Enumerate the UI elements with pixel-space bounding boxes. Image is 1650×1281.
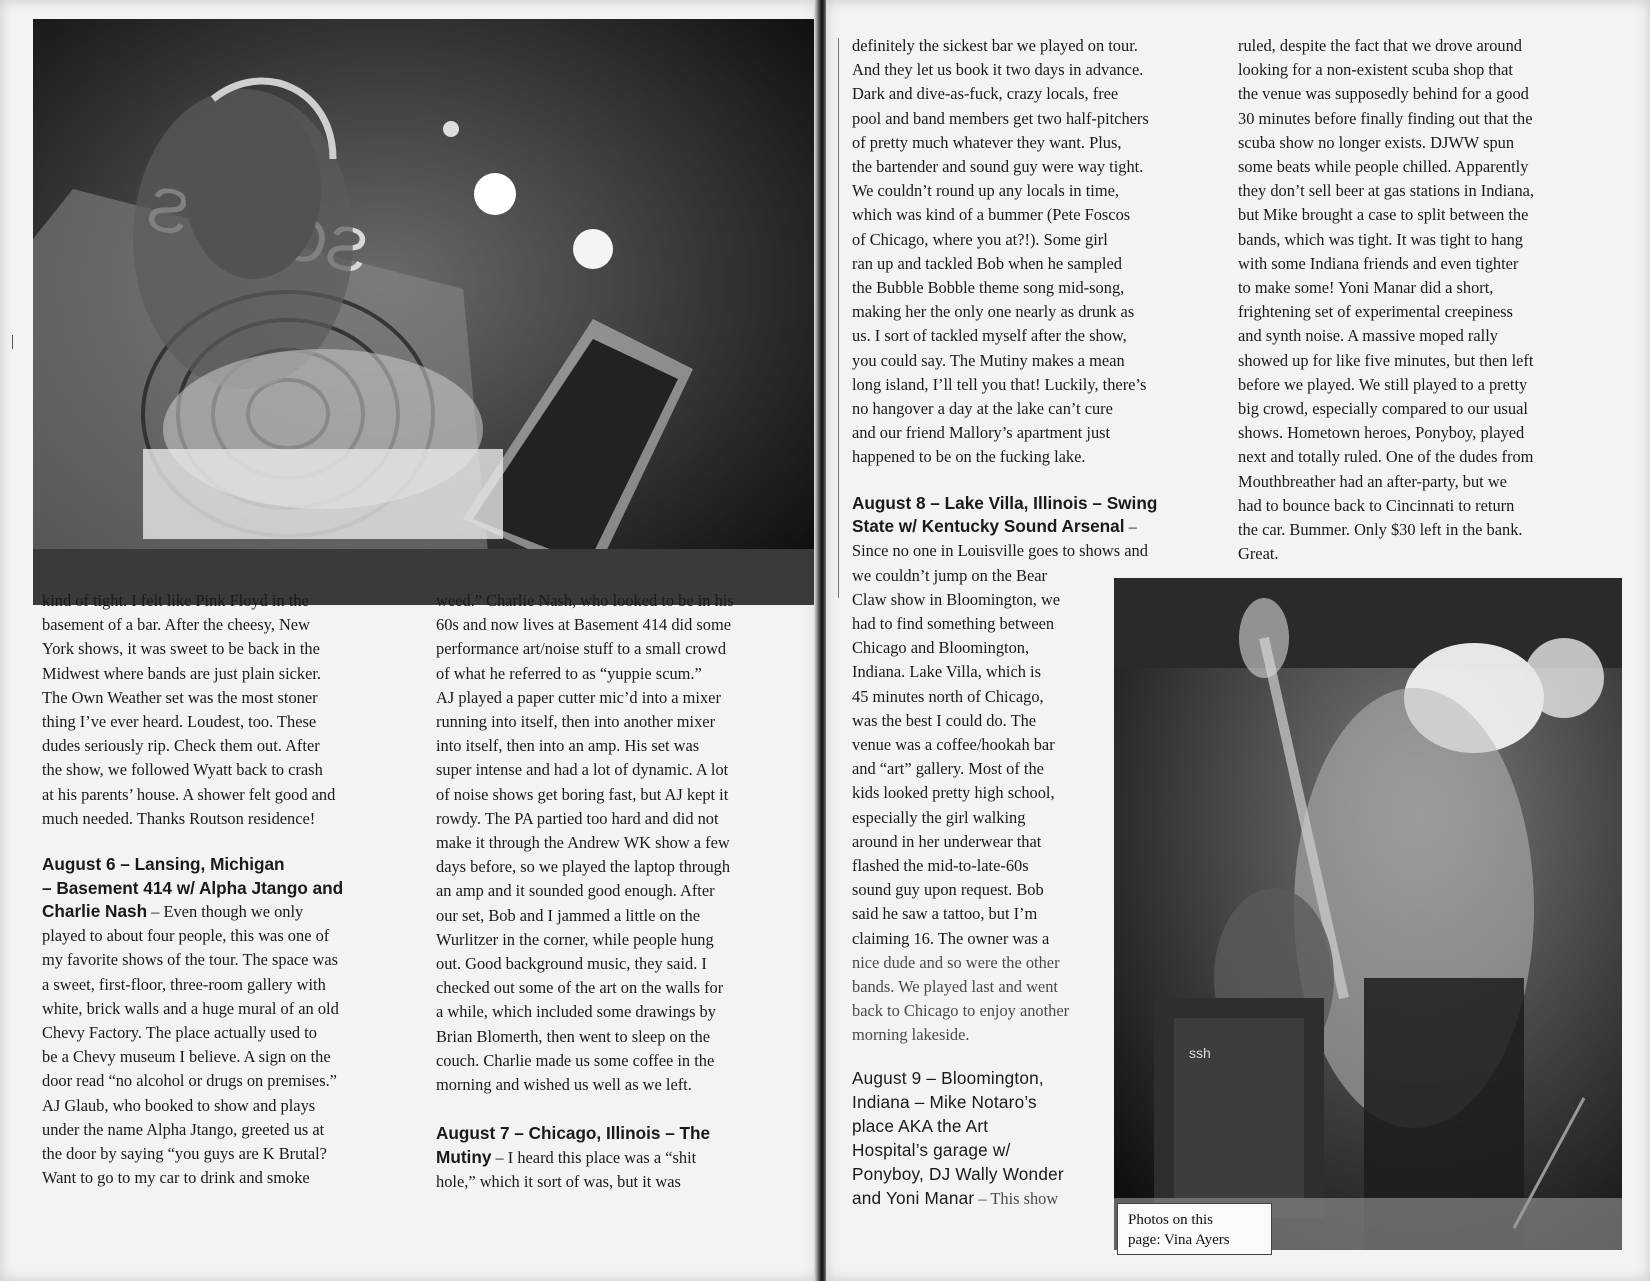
text-line: you could say. The Mutiny makes a mean bbox=[852, 350, 1125, 370]
text-line: under the name Alpha Jtango, greeted us at bbox=[42, 1119, 325, 1139]
text-line: AJ Glaub, who booked to show and plays bbox=[42, 1095, 316, 1115]
text-line: Great. bbox=[1238, 544, 1279, 564]
text-line: pool and band members get two half-pitchers bbox=[852, 108, 1149, 128]
text-line: ruled, despite the fact that we drove around bbox=[1238, 36, 1522, 55]
text-line: Mouthbreather had an after-party, but we bbox=[1238, 471, 1507, 491]
text-line: no hangover a day at the lake can’t cure bbox=[852, 399, 1113, 419]
text-line: played to about four people, this was one of bbox=[42, 926, 330, 946]
aug6-heading-tail: Charlie Nash bbox=[42, 901, 148, 922]
text-line: Since no one in Louisville goes to shows and bbox=[852, 541, 1148, 561]
text-line: shows. Hometown heroes, Ponyboy, played bbox=[1238, 423, 1525, 443]
band-performing-photo bbox=[1114, 578, 1622, 1250]
text-line: Brian Blomerth, then went to sleep on the bbox=[436, 1026, 711, 1046]
aug9-heading-tail: and Yoni Manar bbox=[852, 1187, 975, 1208]
text-line: making her the only one nearly as drunk as bbox=[852, 302, 1135, 322]
aug8-heading-tail: State w/ Kentucky Sound Arsenal bbox=[852, 516, 1125, 537]
text-line: next and totally ruled. One of the dudes from bbox=[1238, 447, 1534, 467]
text-line: days before, so we played the laptop through bbox=[436, 857, 731, 877]
text-line: said he saw a tattoo, but I’m bbox=[852, 904, 1038, 924]
text-line: nice dude and so were the other bbox=[852, 952, 1060, 972]
text-line: 45 minutes north of Chicago, bbox=[852, 686, 1044, 706]
text-fragment: – bbox=[1124, 517, 1137, 537]
text-line: had to find something between bbox=[852, 613, 1055, 633]
text-line: long island, I’ll tell you that! Luckily, there’s bbox=[852, 374, 1147, 394]
aug9-heading-line: Indiana – Mike Notaro’s bbox=[852, 1091, 1037, 1112]
text-line: an amp and it sounded good enough. After bbox=[436, 881, 715, 901]
margin-rule bbox=[838, 38, 839, 598]
text-line: sound guy upon request. Bob bbox=[852, 880, 1044, 900]
text-line: rowdy. The PA partied too hard and did not bbox=[436, 808, 719, 828]
text-line: scuba show no longer exists. DJWW spun bbox=[1238, 132, 1515, 152]
text-line: to make some! Yoni Manar did a short, bbox=[1238, 278, 1494, 298]
text-line: and our friend Mallory’s apartment just bbox=[852, 423, 1111, 443]
text-line: but Mike brought a case to split between the bbox=[1238, 205, 1529, 225]
text-line: frightening set of experimental creepiness bbox=[1238, 302, 1513, 322]
text-line: which was kind of a bummer (Pete Foscos bbox=[852, 205, 1131, 225]
text-line: before we played. We still played to a pretty bbox=[1238, 374, 1528, 394]
photo-credit-caption bbox=[1117, 1203, 1272, 1255]
text-line: looking for a non-existent scuba shop that bbox=[1238, 60, 1513, 80]
text-line: And they let us book it two days in advance. bbox=[852, 60, 1144, 80]
text-line: claiming 16. The owner was a bbox=[852, 928, 1050, 948]
text-line: the Bubble Bobble theme song mid-song, bbox=[852, 278, 1125, 298]
text-line: Want to go to my car to drink and smoke bbox=[42, 1168, 310, 1188]
text-line: a while, which included some drawings by bbox=[436, 1002, 716, 1022]
column-4 bbox=[1238, 34, 1608, 566]
text-line: the bartender and sound guy were way tight. bbox=[852, 157, 1144, 177]
text-line: thing I’ve ever heard. Loudest, too. These bbox=[42, 712, 317, 732]
text-line: morning and wished us well as we left. bbox=[436, 1075, 692, 1095]
text-fragment: – This show bbox=[974, 1188, 1059, 1208]
text-line: a sweet, first-floor, three-room gallery with bbox=[42, 974, 326, 994]
text-line: basement of a bar. After the cheesy, New bbox=[42, 615, 310, 635]
text-line: back to Chicago to enjoy another bbox=[852, 1001, 1070, 1021]
caption-line: Photos on this bbox=[1128, 1212, 1214, 1228]
text-line: Chevy Factory. The place actually used to bbox=[42, 1023, 317, 1043]
aug6-heading-line: August 6 – Lansing, Michigan bbox=[42, 854, 285, 875]
text-line: white, brick walls and a huge mural of an old bbox=[42, 998, 339, 1018]
text-fragment: – I heard this place was a “shit bbox=[491, 1147, 697, 1167]
text-line: some beats while people chilled. Apparently bbox=[1238, 157, 1529, 177]
aug8-heading-second-line bbox=[852, 515, 1222, 539]
aug9-heading-line: place AKA the Art bbox=[852, 1115, 989, 1136]
aug9-heading-line: Hospital’s garage w/ bbox=[852, 1139, 1011, 1160]
text-line: make it through the Andrew WK show a few bbox=[436, 833, 730, 853]
column-2 bbox=[436, 589, 812, 1194]
text-line: into itself, then into an amp. His set was bbox=[436, 736, 700, 756]
text-line: was the best I could do. The bbox=[852, 710, 1037, 730]
text-line: couch. Charlie made us some coffee in the bbox=[436, 1050, 715, 1070]
text-line: weed.” Charlie Nash, who looked to be in his bbox=[436, 591, 734, 610]
text-line: our set, Bob and I jammed a little on the bbox=[436, 905, 701, 925]
text-line: running into itself, then into another mixer bbox=[436, 712, 716, 732]
text-line: Wurlitzer in the corner, while people hung bbox=[436, 929, 714, 949]
text-line: around in her underwear that bbox=[852, 831, 1042, 851]
performer-at-laptop-photo bbox=[33, 19, 816, 605]
text-line: the venue was supposedly behind for a good bbox=[1238, 84, 1529, 104]
text-line: and synth noise. A massive moped rally bbox=[1238, 326, 1498, 346]
aug6-first-line bbox=[42, 900, 402, 924]
caption-line: page: Vina Ayers bbox=[1128, 1232, 1230, 1248]
svg-text:ssh: ssh bbox=[1189, 1045, 1211, 1061]
text-line: happened to be on the fucking lake. bbox=[852, 447, 1086, 467]
text-line: showed up for like five minutes, but then left bbox=[1238, 350, 1534, 370]
text-line: much needed. Thanks Routson residence! bbox=[42, 808, 316, 828]
text-line: they don’t sell beer at gas stations in Indiana, bbox=[1238, 181, 1535, 201]
text-line: door read “no alcohol or drugs on premises.” bbox=[42, 1071, 337, 1091]
text-line: be a Chevy museum I believe. A sign on the bbox=[42, 1047, 331, 1067]
text-line: of Chicago, where you at?!). Some girl bbox=[852, 229, 1108, 249]
aug7-heading-line: August 7 – Chicago, Illinois – The bbox=[436, 1123, 711, 1144]
text-line: Indiana. Lake Villa, which is bbox=[852, 662, 1041, 682]
left-page bbox=[0, 0, 818, 1281]
text-line: us. I sort of tackled myself after the show, bbox=[852, 326, 1127, 346]
text-line: Dark and dive-as-fuck, crazy locals, free bbox=[852, 84, 1119, 104]
text-line: flashed the mid-to-late-60s bbox=[852, 856, 1029, 875]
text-line: bands, which was tight. It was tight to hang bbox=[1238, 229, 1523, 249]
text-line: checked out some of the art on the walls for bbox=[436, 978, 724, 998]
aug6-heading-line: – Basement 414 w/ Alpha Jtango and bbox=[42, 877, 344, 898]
text-line: of noise shows get boring fast, but AJ kept it bbox=[436, 784, 729, 804]
text-line: with some Indiana friends and even tighter bbox=[1238, 253, 1519, 273]
text-line: definitely the sickest bar we played on tour. bbox=[852, 36, 1138, 55]
text-line: Claw show in Bloomington, we bbox=[852, 589, 1061, 609]
text-line: bands. We played last and went bbox=[852, 977, 1058, 997]
text-line: 60s and now lives at Basement 414 did some bbox=[436, 615, 731, 635]
text-line: Midwest where bands are just plain sicker. bbox=[42, 663, 322, 683]
text-line: had to bounce back to Cincinnati to return bbox=[1238, 495, 1515, 515]
aug8-heading-line: August 8 – Lake Villa, Illinois – Swing bbox=[852, 492, 1158, 513]
text-line: at his parents’ house. A shower felt good and bbox=[42, 784, 336, 804]
text-line: the door by saying “you guys are K Brutal? bbox=[42, 1144, 327, 1164]
text-line: big crowd, especially compared to our usual bbox=[1238, 399, 1528, 419]
text-line: 30 minutes before finally finding out that the bbox=[1238, 108, 1533, 128]
text-fragment: – Even though we only bbox=[147, 902, 304, 922]
text-line: super intense and had a lot of dynamic. A lot bbox=[436, 760, 729, 780]
aug9-heading-line: Ponyboy, DJ Wally Wonder bbox=[852, 1163, 1064, 1184]
aug7-heading-tail: Mutiny bbox=[436, 1146, 492, 1167]
text-line: venue was a coffee/hookah bar bbox=[852, 734, 1055, 754]
text-line: hole,” which it sort of was, but it was bbox=[436, 1171, 681, 1191]
text-line: the car. Bummer. Only $30 left in the bank. bbox=[1238, 520, 1523, 540]
text-line: we couldn’t jump on the Bear bbox=[852, 565, 1047, 585]
text-line: of pretty much whatever they want. Plus, bbox=[852, 132, 1122, 152]
aug9-heading-line: August 9 – Bloomington, bbox=[852, 1067, 1044, 1088]
column-1 bbox=[42, 589, 402, 1190]
text-line: York shows, it was sweet to be back in the bbox=[42, 639, 320, 659]
text-line: and “art” gallery. Most of the bbox=[852, 759, 1044, 779]
text-line: dudes seriously rip. Check them out. After bbox=[42, 736, 320, 756]
text-line: my favorite shows of the tour. The space was bbox=[42, 950, 339, 970]
text-line: morning lakeside. bbox=[852, 1025, 970, 1045]
text-line: ran up and tackled Bob when he sampled bbox=[852, 253, 1122, 273]
text-line: Chicago and Bloomington, bbox=[852, 638, 1030, 658]
text-line: especially the girl walking bbox=[852, 807, 1026, 827]
text-line: We couldn’t round up any locals in time, bbox=[852, 181, 1119, 201]
text-line: AJ played a paper cutter mic’d into a mixer bbox=[436, 687, 721, 707]
text-line: out. Good background music, they said. I bbox=[436, 954, 707, 974]
text-line: of what he referred to as “yuppie scum.” bbox=[436, 663, 702, 683]
text-line: kind of tight. I felt like Pink Floyd in the bbox=[42, 591, 309, 610]
aug7-first-line bbox=[436, 1146, 812, 1170]
text-line: performance art/noise stuff to a small crowd bbox=[436, 639, 727, 659]
text-line: The Own Weather set was the most stoner bbox=[42, 687, 318, 707]
text-line: the show, we followed Wyatt back to crash bbox=[42, 760, 323, 780]
text-line: kids looked pretty high school, bbox=[852, 783, 1055, 803]
margin-mark bbox=[12, 335, 13, 349]
